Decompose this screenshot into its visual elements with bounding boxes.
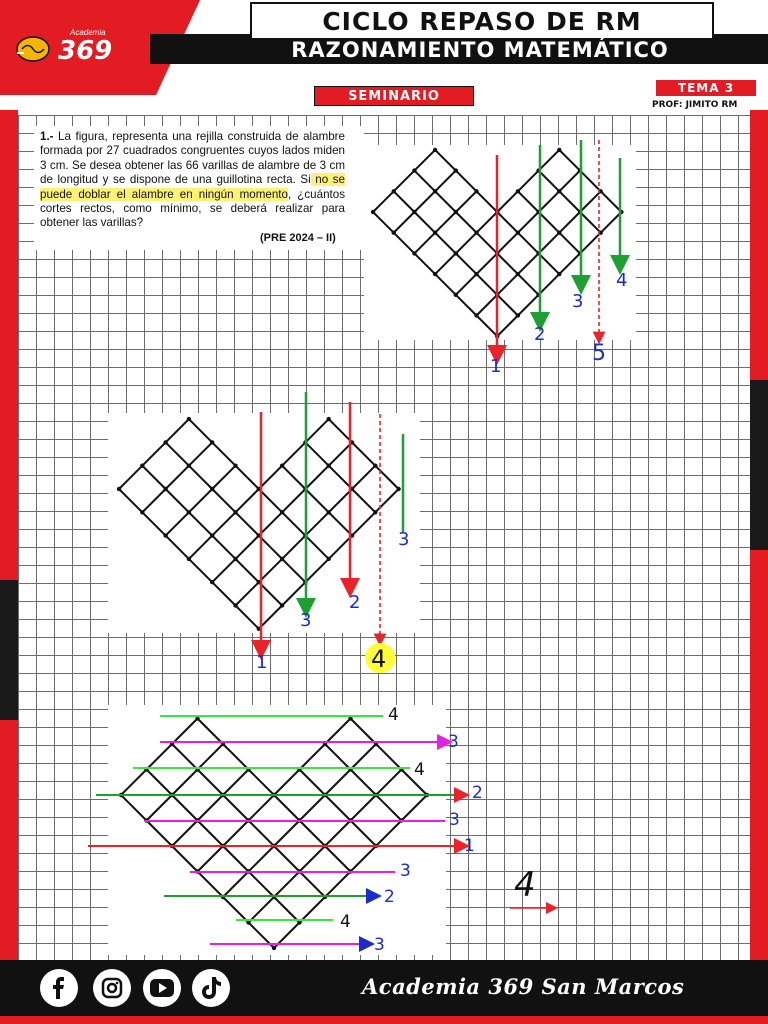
wire-segment — [497, 295, 518, 316]
wire-segment — [274, 846, 300, 872]
wire-segment — [518, 233, 539, 254]
wire-segment — [259, 606, 282, 629]
wire-segment — [477, 316, 498, 337]
wire-node — [210, 440, 214, 444]
facebook-icon[interactable] — [40, 969, 78, 1007]
wire-segment — [166, 442, 189, 465]
wire-node — [557, 231, 561, 235]
wire-node — [327, 464, 331, 468]
wire-segment — [539, 274, 560, 295]
wire-segment — [166, 512, 189, 535]
wire-node — [233, 557, 237, 561]
wire-segment — [325, 821, 351, 847]
wire-segment — [121, 795, 147, 821]
wire-node — [210, 533, 214, 537]
wire-segment — [376, 770, 402, 796]
wire-node — [433, 231, 437, 235]
wire-segment — [259, 466, 282, 489]
wire-segment — [329, 466, 352, 489]
wire-node — [557, 148, 561, 152]
fig3-label: 2 — [472, 783, 483, 803]
wire-node — [516, 313, 520, 317]
wire-node — [163, 440, 167, 444]
wire-segment — [325, 795, 351, 821]
wire-segment — [456, 233, 477, 254]
wire-segment — [259, 559, 282, 582]
wire-segment — [351, 795, 377, 821]
wire-node — [187, 557, 191, 561]
wire-node — [210, 580, 214, 584]
seminario-badge: SEMINARIO — [314, 86, 474, 106]
wire-segment — [274, 795, 300, 821]
wire-segment — [212, 559, 235, 582]
wire-segment — [477, 253, 498, 274]
wire-segment — [142, 466, 165, 489]
fig1-label: 4 — [616, 270, 628, 291]
wire-node — [280, 510, 284, 514]
wire-segment — [559, 150, 580, 171]
wire-segment — [497, 233, 518, 254]
wire-segment — [325, 770, 351, 796]
wire-segment — [172, 795, 198, 821]
wire-segment — [497, 274, 518, 295]
wire-segment — [325, 846, 351, 872]
wire-segment — [414, 233, 435, 254]
problem-text-before: La figura, representa una rejilla construida de alambre formada por 27 cuadrados congruentes cuyos lados miden 3 cm. Se desea obtener las 66 varillas de alambre de 3 cm de longitud y se dispone de una guillotina recta. Si — [40, 130, 345, 187]
wire-segment — [198, 821, 224, 847]
wire-segment — [166, 489, 189, 512]
wire-segment — [329, 512, 352, 535]
wire-segment — [147, 744, 173, 770]
wire-node — [474, 231, 478, 235]
wire-segment — [166, 536, 189, 559]
wire-segment — [375, 466, 398, 489]
fig2-label: 1 — [256, 652, 268, 673]
wire-node — [272, 946, 276, 950]
wire-segment — [305, 419, 328, 442]
wire-segment — [172, 770, 198, 796]
wire-segment — [212, 536, 235, 559]
wire-segment — [325, 719, 351, 745]
wire-node — [373, 510, 377, 514]
wire-node — [474, 313, 478, 317]
wire-node — [187, 417, 191, 421]
wire-segment — [198, 744, 224, 770]
wire-segment — [394, 171, 415, 192]
wire-segment — [518, 212, 539, 233]
wire-segment — [212, 442, 235, 465]
wire-segment — [477, 274, 498, 295]
wire-segment — [249, 846, 275, 872]
wire-segment — [300, 821, 326, 847]
wire-segment — [249, 770, 275, 796]
wire-node — [371, 210, 375, 214]
wire-segment — [497, 191, 518, 212]
wire-segment — [539, 212, 560, 233]
wire-segment — [325, 872, 351, 898]
wire-segment — [189, 489, 212, 512]
wire-node — [280, 464, 284, 468]
wire-segment — [305, 536, 328, 559]
wire-segment — [329, 489, 352, 512]
wire-segment — [189, 442, 212, 465]
wire-node — [454, 168, 458, 172]
wire-segment — [352, 489, 375, 512]
wire-node — [187, 510, 191, 514]
wire-segment — [373, 212, 394, 233]
wire-segment — [329, 536, 352, 559]
wire-node — [454, 251, 458, 255]
wire-node — [474, 189, 478, 193]
problem-highlight: no se puede doblar el alambre en ningún momento — [40, 173, 345, 201]
wire-segment — [559, 233, 580, 254]
wire-segment — [119, 489, 142, 512]
fig2-label: 2 — [349, 592, 361, 613]
wire-segment — [212, 489, 235, 512]
wire-segment — [282, 489, 305, 512]
wire-segment — [352, 466, 375, 489]
wire-node — [327, 510, 331, 514]
wire-segment — [414, 253, 435, 274]
wire-segment — [414, 171, 435, 192]
wire-node — [474, 272, 478, 276]
fig3-label: 4 — [414, 760, 425, 780]
wire-segment — [300, 846, 326, 872]
wire-segment — [559, 191, 580, 212]
fig3-label: 4 — [340, 912, 351, 932]
wire-segment — [259, 512, 282, 535]
wire-segment — [282, 536, 305, 559]
wire-node — [187, 464, 191, 468]
wire-segment — [274, 821, 300, 847]
wire-segment — [414, 212, 435, 233]
wire-node — [516, 272, 520, 276]
wire-segment — [559, 212, 580, 233]
wire-segment — [601, 212, 622, 233]
wire-node — [433, 189, 437, 193]
wire-segment — [580, 212, 601, 233]
wire-segment — [198, 846, 224, 872]
fig3-label: 3 — [400, 861, 411, 881]
wire-segment — [497, 212, 518, 233]
wire-segment — [249, 872, 275, 898]
fig3-label: 4 — [388, 705, 399, 725]
instagram-icon[interactable] — [93, 969, 131, 1007]
wire-segment — [198, 719, 224, 745]
fig1-label: 1 — [490, 356, 502, 377]
wire-segment — [172, 719, 198, 745]
wire-node — [327, 557, 331, 561]
figure-3-cuts — [88, 716, 462, 944]
wire-segment — [212, 466, 235, 489]
wire-segment — [305, 489, 328, 512]
wire-segment — [394, 233, 415, 254]
wire-segment — [601, 191, 622, 212]
fig3-label: 3 — [449, 810, 460, 830]
wire-node — [327, 417, 331, 421]
wire-segment — [223, 795, 249, 821]
footer-brand: Academia 369 San Marcos — [362, 974, 685, 999]
wire-node — [163, 487, 167, 491]
wire-segment — [329, 419, 352, 442]
wire-segment — [456, 191, 477, 212]
wire-node — [454, 293, 458, 297]
fig2-label: 3 — [398, 529, 410, 550]
wire-segment — [212, 512, 235, 535]
course-title: CICLO REPASO DE RM — [250, 2, 714, 40]
wire-segment — [414, 150, 435, 171]
wire-segment — [580, 171, 601, 192]
wire-segment — [236, 606, 259, 629]
problem-source: (PRE 2024 – II) — [260, 232, 336, 244]
wire-segment — [223, 770, 249, 796]
wire-segment — [198, 770, 224, 796]
fig3-label: 3 — [448, 732, 459, 752]
wire-segment — [189, 536, 212, 559]
wire-node — [373, 464, 377, 468]
wire-segment — [249, 821, 275, 847]
wire-segment — [477, 212, 498, 233]
wire-segment — [351, 821, 377, 847]
wire-segment — [142, 512, 165, 535]
wire-segment — [305, 466, 328, 489]
wire-segment — [435, 274, 456, 295]
wire-segment — [580, 191, 601, 212]
wire-segment — [518, 171, 539, 192]
tema-badge: TEMA 3 — [656, 80, 756, 96]
wire-node — [557, 272, 561, 276]
wire-segment — [518, 295, 539, 316]
wire-segment — [435, 253, 456, 274]
wire-segment — [249, 795, 275, 821]
wire-segment — [394, 191, 415, 212]
wire-segment — [274, 770, 300, 796]
wire-node — [163, 533, 167, 537]
figure-1-cuts — [497, 140, 620, 355]
wire-segment — [223, 821, 249, 847]
wire-segment — [282, 466, 305, 489]
wire-segment — [497, 316, 518, 337]
wire-segment — [376, 744, 402, 770]
wire-segment — [435, 233, 456, 254]
wire-segment — [189, 559, 212, 582]
wire-segment — [121, 770, 147, 796]
tiktok-icon[interactable] — [192, 969, 230, 1007]
logo-academia-text: Academia — [70, 28, 106, 37]
wire-segment — [223, 897, 249, 923]
wire-segment — [539, 253, 560, 274]
fig2-label: 3 — [300, 610, 312, 631]
wire-segment — [456, 253, 477, 274]
figure-3-grid — [119, 716, 429, 950]
wire-segment — [351, 744, 377, 770]
wire-segment — [394, 212, 415, 233]
wire-node — [233, 510, 237, 514]
wire-segment — [189, 512, 212, 535]
wire-segment — [477, 295, 498, 316]
wire-segment — [351, 846, 377, 872]
wire-segment — [274, 897, 300, 923]
wire-node — [392, 189, 396, 193]
wire-segment — [580, 233, 601, 254]
wire-node — [557, 189, 561, 193]
fig3-label: 3 — [374, 935, 385, 955]
fig2-answer: 4 — [371, 645, 387, 673]
logo-number: 369 — [58, 36, 113, 66]
wire-segment — [236, 512, 259, 535]
wire-segment — [172, 846, 198, 872]
wire-segment — [166, 466, 189, 489]
wire-segment — [518, 274, 539, 295]
wire-segment — [456, 212, 477, 233]
wire-segment — [351, 770, 377, 796]
wire-node — [140, 510, 144, 514]
wire-segment — [559, 253, 580, 274]
wire-segment — [172, 821, 198, 847]
wire-segment — [300, 795, 326, 821]
wire-segment — [189, 466, 212, 489]
wire-segment — [198, 872, 224, 898]
wire-segment — [351, 719, 377, 745]
fig1-label: 2 — [534, 324, 546, 345]
wire-node — [233, 464, 237, 468]
wire-segment — [300, 897, 326, 923]
wire-node — [433, 272, 437, 276]
wire-node — [117, 487, 121, 491]
wire-node — [454, 210, 458, 214]
wire-segment — [236, 582, 259, 605]
wire-segment — [559, 171, 580, 192]
wire-segment — [456, 295, 477, 316]
wire-segment — [456, 274, 477, 295]
wire-segment — [147, 770, 173, 796]
wire-node — [280, 557, 284, 561]
professor-label: PROF: JIMITO RM — [652, 100, 738, 110]
wire-node — [392, 231, 396, 235]
wire-node — [412, 168, 416, 172]
wire-segment — [414, 191, 435, 212]
wire-segment — [189, 419, 212, 442]
wire-segment — [236, 536, 259, 559]
wire-node — [396, 487, 400, 491]
wire-segment — [435, 212, 456, 233]
fig1-label: 5 — [592, 341, 606, 366]
wire-segment — [376, 821, 402, 847]
wire-node — [412, 251, 416, 255]
wire-segment — [376, 795, 402, 821]
wire-segment — [329, 442, 352, 465]
wire-segment — [402, 795, 428, 821]
wire-segment — [300, 744, 326, 770]
wire-segment — [212, 582, 235, 605]
wire-node — [210, 487, 214, 491]
wire-segment — [373, 191, 394, 212]
wire-segment — [274, 872, 300, 898]
fig1-label: 3 — [572, 291, 584, 312]
wire-segment — [282, 512, 305, 535]
wire-segment — [236, 559, 259, 582]
wire-segment — [147, 821, 173, 847]
wire-segment — [119, 466, 142, 489]
wire-segment — [435, 150, 456, 171]
wire-segment — [282, 559, 305, 582]
wire-segment — [198, 795, 224, 821]
problem-number: 1.- — [40, 130, 54, 143]
wire-segment — [300, 872, 326, 898]
wire-segment — [352, 512, 375, 535]
wire-segment — [249, 897, 275, 923]
wire-node — [140, 464, 144, 468]
wire-segment — [518, 253, 539, 274]
wire-node — [233, 603, 237, 607]
wire-segment — [172, 744, 198, 770]
wire-segment — [259, 536, 282, 559]
wire-segment — [539, 191, 560, 212]
wire-segment — [223, 872, 249, 898]
wire-segment — [497, 253, 518, 274]
wire-segment — [236, 489, 259, 512]
wire-node — [280, 603, 284, 607]
wire-node — [516, 189, 520, 193]
wire-segment — [352, 442, 375, 465]
wire-segment — [435, 191, 456, 212]
wire-segment — [305, 442, 328, 465]
wire-segment — [539, 233, 560, 254]
fig3-label: 2 — [384, 887, 395, 907]
wire-segment — [477, 233, 498, 254]
subject-title: RAZONAMIENTO MATEMÁTICO — [291, 38, 669, 62]
wire-segment — [435, 171, 456, 192]
wire-segment — [305, 512, 328, 535]
wire-segment — [223, 846, 249, 872]
wire-segment — [300, 770, 326, 796]
wire-segment — [375, 489, 398, 512]
wire-segment — [539, 171, 560, 192]
wire-segment — [142, 489, 165, 512]
wire-segment — [518, 191, 539, 212]
wire-segment — [259, 489, 282, 512]
wire-segment — [305, 559, 328, 582]
wire-segment — [456, 171, 477, 192]
wire-node — [516, 231, 520, 235]
wire-node — [412, 210, 416, 214]
fig3-label: 1 — [464, 836, 475, 856]
youtube-icon[interactable] — [143, 969, 181, 1007]
wire-segment — [325, 744, 351, 770]
wire-segment — [539, 150, 560, 171]
figure-2-cuts — [261, 392, 403, 650]
wire-node — [433, 148, 437, 152]
wire-segment — [166, 419, 189, 442]
wire-segment — [223, 744, 249, 770]
wire-segment — [282, 442, 305, 465]
problem-text-after: , ¿cuántos cortes rectos, como mínimo, se deberá realizar para obtener las varillas? — [40, 187, 345, 230]
wire-segment — [282, 582, 305, 605]
wire-segment — [147, 795, 173, 821]
final-answer: 4 — [514, 865, 536, 905]
wire-segment — [142, 442, 165, 465]
wire-segment — [477, 191, 498, 212]
wire-segment — [236, 466, 259, 489]
wire-segment — [259, 582, 282, 605]
